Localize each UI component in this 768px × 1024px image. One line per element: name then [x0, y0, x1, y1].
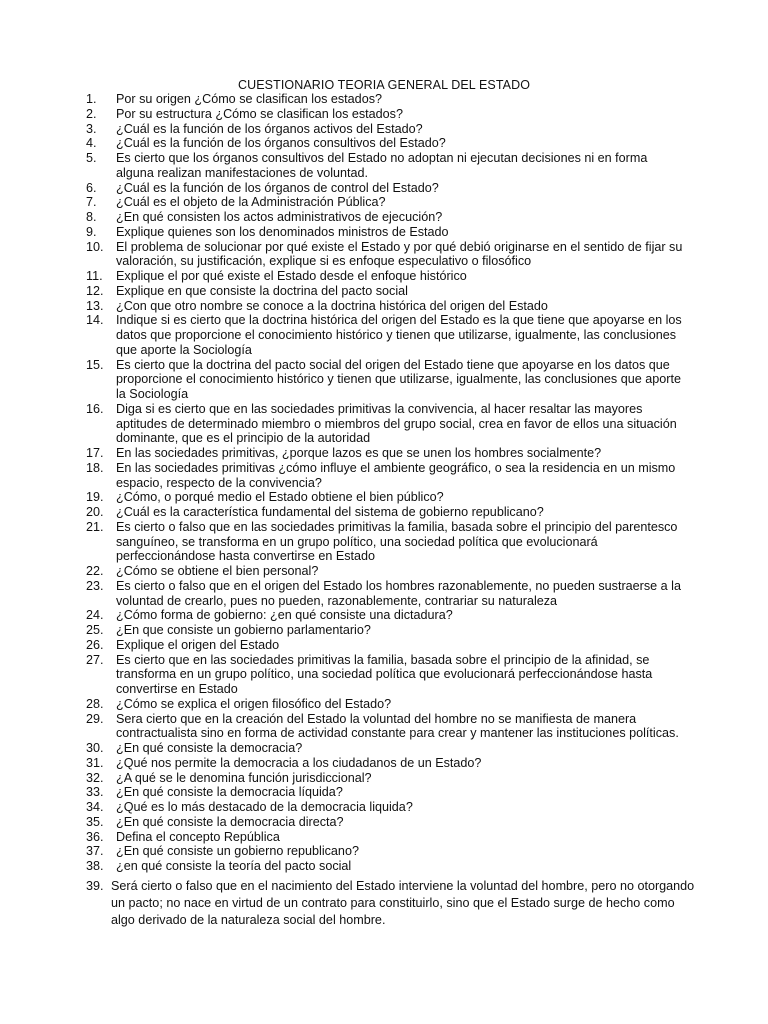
question-number: 20. — [86, 505, 104, 519]
question-item — [86, 844, 686, 859]
question-item — [86, 313, 686, 357]
question-number: 35. — [86, 814, 104, 829]
question-number: 26. — [86, 637, 104, 652]
question-number: 32. — [86, 770, 104, 785]
question-number: 38. — [86, 859, 104, 873]
question-item — [86, 299, 686, 314]
question-text: ¿Qué es lo más destacado de la democracia liquida? — [116, 800, 413, 814]
question-item — [86, 741, 686, 756]
question-text: Explique en que consiste la doctrina del pacto social — [116, 283, 408, 298]
question-number: 16. — [86, 401, 104, 416]
question-text: ¿Cómo, o porqué medio el Estado obtiene el bien público? — [116, 490, 444, 505]
question-item — [86, 564, 686, 579]
question-number: 11. — [86, 269, 103, 283]
question-number: 14. — [86, 313, 104, 328]
question-item — [86, 358, 686, 402]
question-item — [86, 269, 686, 284]
question-item — [86, 490, 686, 505]
question-text: Es cierto o falso que en las sociedades primitivas la familia, basada sobre el principio del parentesco sanguíneo, se transforma en un grupo político, una sociedad política que evolucionará perfeccionándose hasta convertirse en Estado — [116, 519, 678, 564]
question-text: ¿Cuál es el objeto de la Administración Pública? — [116, 195, 386, 210]
question-text: ¿Cuál es la función de los órganos activos del Estado? — [116, 121, 423, 136]
question-number: 5. — [86, 151, 97, 165]
question-item — [86, 608, 686, 623]
question-item — [86, 181, 686, 196]
question-number: 9. — [86, 224, 97, 239]
question-item — [86, 195, 686, 210]
document-title: CUESTIONARIO TEORIA GENERAL DEL ESTADO — [237, 78, 531, 92]
question-text: Defina el concepto República — [116, 829, 280, 844]
question-number: 31. — [86, 755, 104, 770]
question-text: ¿Qué nos permite la democracia a los ciudadanos de un Estado? — [116, 755, 482, 770]
question-text: Explique el origen del Estado — [116, 637, 280, 652]
question-item — [86, 446, 686, 461]
question-text: ¿En que consiste un gobierno parlamentario? — [116, 623, 371, 637]
question-item — [86, 579, 686, 609]
question-text: Es cierto que en las sociedades primitivas la familia, basada sobre el principio de la afinidad, se transforma en un grupo político, una sociedad política que evolucionará perfeccionándose hasta convertirse en Estado — [116, 652, 653, 696]
question-number: 6. — [86, 180, 97, 195]
question-number: 23. — [86, 578, 104, 593]
question-text: Por su estructura ¿Cómo se clasifican los estados? — [116, 106, 403, 121]
question-number: 8. — [86, 210, 97, 224]
question-text: Diga si es cierto que en las sociedades primitivas la convivencia, al hacer resaltar las mayores aptitudes de determinado miembro o miembros del grupo social, crea en favor de ellos una situación dominante, que es el principio de la autoridad — [116, 401, 677, 446]
question-item — [86, 800, 686, 815]
question-number: 17. — [86, 446, 104, 460]
question-text: ¿En qué consiste un gobierno republicano? — [116, 844, 359, 859]
question-text: Sera cierto que en la creación del Estado la voluntad del hombre no se manifiesta de manera contractualista sino en forma de actividad constante para crear y mantener las instituciones políticas. — [116, 711, 679, 741]
question-text: ¿En qué consisten los actos administrativos de ejecución? — [116, 210, 443, 224]
question-text: Es cierto que la doctrina del pacto social del origen del Estado tiene que apoyarse en los datos que proporcione el conocimiento histórico y tienen que utilizarse, igualmente, las conclusiones que aporte la Sociología — [116, 357, 681, 401]
question-item — [86, 756, 686, 771]
question-item — [86, 92, 686, 107]
question-text: El problema de solucionar por qué existe el Estado y por qué debió originarse en el sentido de fijar su valoración, su justificación, explique si es enfoque especulativo o filosófico — [116, 239, 683, 269]
question-item — [86, 771, 686, 786]
question-text: ¿En qué consiste la democracia directa? — [116, 814, 344, 829]
question-number: 10. — [86, 239, 104, 254]
question-text: Es cierto que los órganos consultivos del Estado no adoptan ni ejecutan decisiones ni en forma alguna realizan manifestaciones de voluntad. — [116, 151, 648, 180]
question-item — [86, 830, 686, 845]
question-number: 4. — [86, 136, 97, 151]
question-text: Es cierto o falso que en el origen del Estado los hombres razonablemente, no pueden sustraerse a la voluntad de crearlo, pues no pueden, razonablemente, contrariar su naturaleza — [116, 578, 681, 608]
question-number: 30. — [86, 741, 104, 755]
question-number: 24. — [86, 608, 104, 623]
question-text: ¿En qué consiste la democracia? — [116, 741, 303, 755]
question-number: 29. — [86, 711, 104, 726]
question-item — [86, 815, 686, 830]
question-number: 33. — [86, 785, 104, 800]
question-text: ¿En qué consiste la democracia líquida? — [116, 785, 343, 800]
question-item — [86, 461, 686, 491]
question-text: ¿en qué consiste la teoría del pacto social — [116, 859, 352, 873]
question-number: 2. — [86, 106, 97, 121]
question-number: 37. — [86, 844, 104, 859]
question-item — [86, 225, 686, 240]
question-item — [86, 136, 686, 151]
question-number: 1. — [86, 92, 97, 106]
question-item — [86, 878, 701, 929]
question-number: 18. — [86, 460, 104, 475]
question-item — [86, 284, 686, 299]
question-item — [86, 107, 686, 122]
question-text: ¿Cuál es la función de los órganos consultivos del Estado? — [116, 136, 446, 151]
question-item — [86, 712, 686, 742]
question-text: ¿Cómo forma de gobierno: ¿en qué consiste una dictadura? — [116, 608, 453, 623]
question-text: En las sociedades primitivas ¿cómo influye el ambiente geográfico, o sea la residencia en un mismo espacio, respecto de la convivencia? — [116, 460, 676, 490]
question-item — [86, 240, 686, 270]
question-text: Por su origen ¿Cómo se clasifican los estados? — [116, 92, 382, 106]
question-number: 27. — [86, 652, 104, 667]
question-text: ¿Con que otro nombre se conoce a la doctrina histórica del origen del Estado — [116, 298, 548, 313]
question-item — [86, 151, 686, 181]
question-number: 34. — [86, 800, 104, 814]
question-number: 22. — [86, 564, 104, 578]
question-list — [86, 92, 695, 929]
question-item — [86, 653, 686, 697]
question-text: Explique quienes son los denominados ministros de Estado — [116, 224, 449, 239]
question-number: 39. — [86, 878, 104, 893]
question-number: 15. — [86, 357, 104, 372]
question-item — [86, 122, 686, 137]
question-text: ¿Cómo se obtiene el bien personal? — [116, 564, 319, 578]
question-item — [86, 210, 686, 225]
question-text: Explique el por qué existe el Estado desde el enfoque histórico — [116, 269, 467, 283]
question-number: 3. — [86, 121, 97, 136]
question-text: Será cierto o falso que en el nacimiento del Estado interviene la voluntad del hombre, pero no otorgando un pacto; no nace en virtud de un contrato para constituirlo, sino que el Estado surge de hecho como algo derivado de la naturaleza social del hombre. — [111, 878, 695, 927]
question-text: ¿Cuál es la característica fundamental del sistema de gobierno republicano? — [116, 505, 544, 519]
question-item — [86, 859, 686, 874]
question-number: 13. — [86, 298, 104, 313]
question-number: 7. — [86, 195, 97, 210]
question-text: Indique si es cierto que la doctrina histórica del origen del Estado es la que tiene que apoyarse en los datos que proporcione el conocimiento histórico y tienen que utilizarse, igualmente, las conclusiones que aporte la Sociología — [116, 313, 682, 357]
question-number: 36. — [86, 829, 104, 844]
question-number: 21. — [86, 519, 104, 534]
question-item — [86, 785, 686, 800]
question-text: ¿Cómo se explica el origen filosófico del Estado? — [116, 696, 392, 711]
question-item — [86, 505, 686, 520]
question-text: ¿Cuál es la función de los órganos de control del Estado? — [116, 180, 439, 195]
question-item — [86, 402, 686, 446]
question-item — [86, 623, 686, 638]
question-number: 28. — [86, 696, 104, 711]
question-number: 12. — [86, 283, 104, 298]
question-text: En las sociedades primitivas, ¿porque lazos es que se unen los hombres socialmente? — [116, 446, 602, 460]
question-text: ¿A qué se le denomina función jurisdiccional? — [116, 770, 372, 785]
question-item — [86, 520, 686, 564]
question-number: 19. — [86, 490, 104, 505]
question-number: 25. — [86, 623, 104, 637]
question-item — [86, 638, 686, 653]
question-item — [86, 697, 686, 712]
